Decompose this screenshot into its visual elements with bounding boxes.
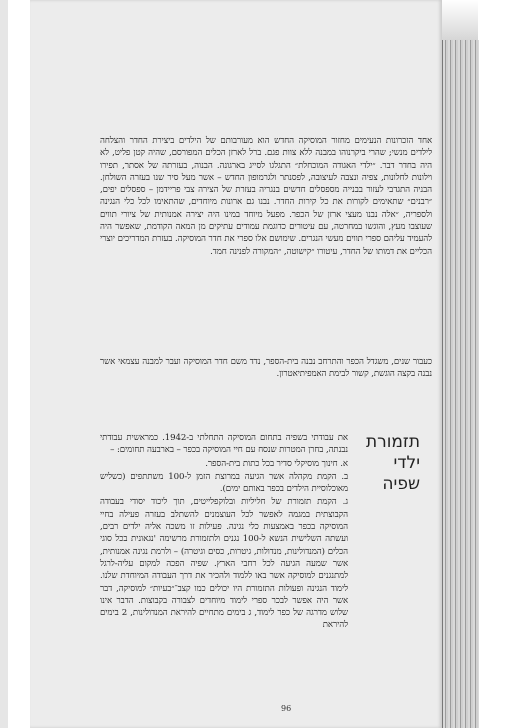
heading-line-3: שפיה [382, 474, 420, 494]
list-item-c: ג. הקמת תזמורת של חליליות ובלוקפלייטים, תוך ליכוד יסודי בעבודה הקבוצתית במגמה לאפשר לכל העוצמנים להשתלב בעזרה פעילה בחיי המוסיקה בכפר באמצעות כלי נגינה. פעילות זו משכה אליה ילדים רבים, ועשתה השלישית הנשא ל-100 נגנים ולתזמורת מרשימה 'נגאונית בכל סוגי הכלים (המנדולינות, מנדולות, גיטרות, כסים וגיטרה) – ולרמת נגינה אמנותית, אשר שמעה הגיעה לכל רחבי הארץ. שפיה הפכה למקום עליה-לרגל למתנגנים למוסיקה אשר באו ללמוד ולהכיר את דרך העבודה המיוחדת שלנו. לימוד הנגינה ופעולות התזמורת היו יכולים כמו קצב־״בעיות״ למוסיקה, דבר אשר היה אפשר לבכר ספרי לימוד מיוחדים לצבורה בקבוצות. הדבר אינו שלוש מדרגה של כפר לימוד, ג בימים מתחיים להיראת המנדולינות, 2 בימים להיראת [100, 497, 348, 631]
body-paragraph-bottom [100, 432, 348, 632]
body-paragraph-top-2: כעבור שנים, משגדל הכפר והתרחב נבנה בית-הספר, נדד משם חדר המוסיקה ועבר למבנה עצמאי אשר נבנה בקצה הוגשת, קשור לבימת האמפיתיאטרון. [100, 357, 432, 380]
heading-line-1: תזמורת [365, 432, 420, 452]
book-edge-top [442, 0, 478, 40]
section-heading [350, 432, 420, 495]
heading-line-2: ילדי [393, 453, 420, 473]
list-item-b: ב. הקמת מקהלה אשר הגיעה במרוצת הזמן ל-100 משתתפים (כשליש מאוכלוסיית הילדים בכפר באותם ימים). [100, 471, 348, 495]
book-page-edges [442, 40, 479, 728]
body-paragraph-top: אחד הזכרונות הנעימים מחזור המוסיקה החדש הוא מעורבותם של הילדים ביצירת החדר והצלחה לילדים מנשי; שהרי ביקרנוהו במבנה ללא צוות פגם. ברל לארזן הכלים המפורסם, שהיה קטן פליט, לא היה בחדר דבר. ״ילדי האגודה המוכחלת״ התגלגו לסייג בארגונה. הבנוה, בעזרתה של אסתר, תפירו וילונות לחלונות, צפיה ונצבה לעיצובה, לפסנתר ולגרמופון החדש – אשר מעל סיר שנו בעזרה השולחן. הבניה התגדבי לעזור בבנייה מספסלים חדשים בנגריה בעזרת של הצירה צבי פריידמן – ספסלים יפים, ״רבנים״ שתאימים לקורות את כל קירות החדר. נבנו גם ארונות מיוחדים, שהתאימו לכל כלי הנגינה ולספריה, ״אלה נבנו מעצי ארזן של הכפר. מפעל מיוחד במינו היה יצירה אמנותית של ציורי תווים שעוצבו מעץ, והוגשו במחרטה, עם עיטורים כדוגמת עמודים עתיקים מן המאה הקודמת, שאפשר היה להעמיד עליהם ספרי תווים מעשי הנגרים. שימושם אלו ספרי את חדר המוסיקה. בעזרת המדריכים יוצרי הכליים את דמותו של החדר, עיטורו ״קישוטה, ״המקורה לפנינה חמד. [100, 136, 432, 257]
page-number: 96 [281, 704, 292, 713]
list-item-a: א. חינוך מוסיקלי סדיר בכל כתות בית-הספר. [205, 458, 348, 469]
scan-border [0, 0, 8, 728]
bottom-intro: את עבודתי בשפיה בתחום המוסיקה התחלתי ב-1942. כמראשית עבודתי נבנתה, בחרן המטרות שנסח עם חיי המוסיקה בכפר – בארבעה תחומים: – [100, 433, 348, 456]
